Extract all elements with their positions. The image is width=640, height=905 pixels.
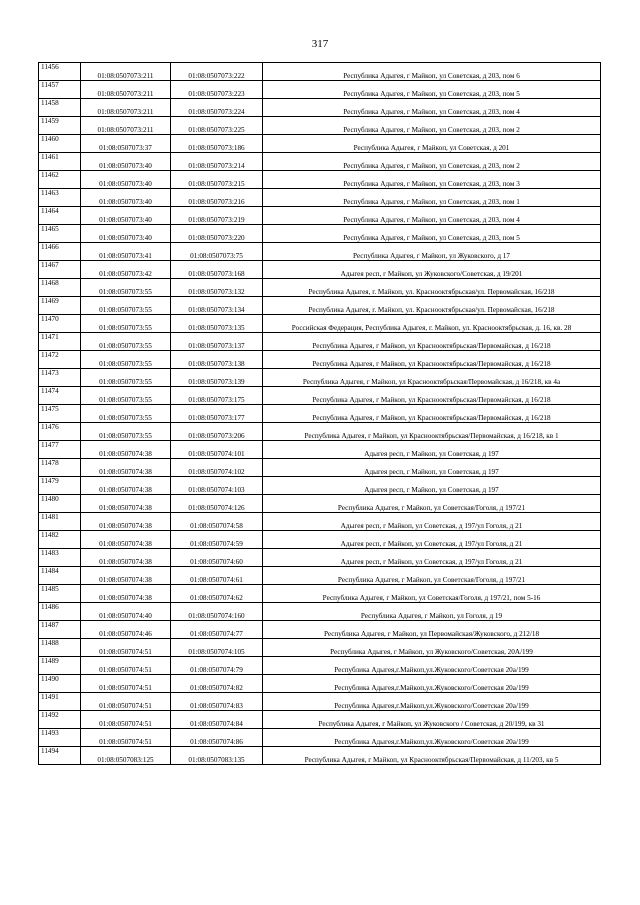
- row-number-cell: 11488: [39, 639, 81, 657]
- row-number-cell: 11490: [39, 675, 81, 693]
- cadastral-number-cell: 01:08:0507073:206: [171, 423, 263, 441]
- address-cell: Республика Адыгея, г Майкоп, ул Советская/Гоголя, д 197/21, пом 5-16: [263, 585, 601, 603]
- parent-cadastral-number-cell: 01:08:0507074:51: [81, 711, 171, 729]
- parent-cadastral-number-cell: 01:08:0507073:37: [81, 135, 171, 153]
- table-row: [39, 315, 601, 333]
- address-cell: Республика Адыгея,г.Майкоп,ул.Жуковского/Советская 20а/199: [263, 675, 601, 693]
- address-cell: Республика Адыгея, г Майкоп, ул Краснооктябрьская/Первомайская, д 16/218: [263, 351, 601, 369]
- row-number-cell: 11460: [39, 135, 81, 153]
- cadastral-number-cell: 01:08:0507073:216: [171, 189, 263, 207]
- cadastral-number-cell: 01:08:0507073:220: [171, 225, 263, 243]
- cadastral-number-cell: 01:08:0507073:186: [171, 135, 263, 153]
- address-cell: Республика Адыгея,г.Майкоп,ул.Жуковского/Советская 20а/199: [263, 657, 601, 675]
- address-cell: Республика Адыгея, г Майкоп, ул Советская, д 203, пом 2: [263, 117, 601, 135]
- parent-cadastral-number-cell: 01:08:0507073:211: [81, 117, 171, 135]
- parent-cadastral-number-cell: 01:08:0507073:211: [81, 99, 171, 117]
- cadastral-number-cell: 01:08:0507073:137: [171, 333, 263, 351]
- row-number-cell: 11487: [39, 621, 81, 639]
- row-number-cell: 11479: [39, 477, 81, 495]
- table-row: [39, 477, 601, 495]
- table-row: [39, 135, 601, 153]
- table-row: [39, 657, 601, 675]
- parent-cadastral-number-cell: 01:08:0507073:55: [81, 423, 171, 441]
- row-number-cell: 11482: [39, 531, 81, 549]
- row-number-cell: 11494: [39, 747, 81, 765]
- address-cell: Адыгея респ, г Майкоп, ул Советская, д 197: [263, 477, 601, 495]
- cadastral-number-cell: 01:08:0507073:223: [171, 81, 263, 99]
- parent-cadastral-number-cell: 01:08:0507073:40: [81, 171, 171, 189]
- parent-cadastral-number-cell: 01:08:0507074:40: [81, 603, 171, 621]
- address-cell: Республика Адыгея, г Майкоп, ул Краснооктябрьская/Первомайская, д 16/218: [263, 405, 601, 423]
- table-row: [39, 711, 601, 729]
- parent-cadastral-number-cell: 01:08:0507073:55: [81, 387, 171, 405]
- table-row: [39, 495, 601, 513]
- parent-cadastral-number-cell: 01:08:0507073:211: [81, 81, 171, 99]
- address-cell: Республика Адыгея, г Майкоп, ул Первомайская/Жуковского, д 212/18: [263, 621, 601, 639]
- address-cell: Республика Адыгея, г Майкоп, ул Советская, д 203, пом 1: [263, 189, 601, 207]
- cadastral-number-cell: 01:08:0507074:58: [171, 513, 263, 531]
- cadastral-number-cell: 01:08:0507074:82: [171, 675, 263, 693]
- table-row: [39, 387, 601, 405]
- row-number-cell: 11472: [39, 351, 81, 369]
- parent-cadastral-number-cell: 01:08:0507074:51: [81, 729, 171, 747]
- address-cell: Республика Адыгея, г Майкоп, ул Советская, д 203, пом 4: [263, 207, 601, 225]
- cadastral-number-cell: 01:08:0507073:222: [171, 63, 263, 81]
- parent-cadastral-number-cell: 01:08:0507073:55: [81, 333, 171, 351]
- table-row: [39, 261, 601, 279]
- cadastral-number-cell: 01:08:0507074:105: [171, 639, 263, 657]
- table-row: [39, 351, 601, 369]
- parent-cadastral-number-cell: 01:08:0507073:211: [81, 63, 171, 81]
- address-cell: Республика Адыгея,г.Майкоп,ул.Жуковского/Советская 20а/199: [263, 693, 601, 711]
- cadastral-number-cell: 01:08:0507073:75: [171, 243, 263, 261]
- parent-cadastral-number-cell: 01:08:0507074:38: [81, 495, 171, 513]
- table-row: [39, 441, 601, 459]
- table-row: [39, 693, 601, 711]
- parent-cadastral-number-cell: 01:08:0507073:55: [81, 405, 171, 423]
- parent-cadastral-number-cell: 01:08:0507074:38: [81, 585, 171, 603]
- row-number-cell: 11481: [39, 513, 81, 531]
- address-cell: Адыгея респ, г Майкоп, ул Советская, д 197: [263, 459, 601, 477]
- row-number-cell: 11462: [39, 171, 81, 189]
- address-cell: Республика Адыгея, г Майкоп, ул Жуковского/Советская, 20А/199: [263, 639, 601, 657]
- table-row: [39, 333, 601, 351]
- address-cell: Республика Адыгея, г Майкоп, ул Краснооктябрьская/Первомайская, д 16/218: [263, 333, 601, 351]
- address-cell: Адыгея респ, г Майкоп, ул Советская, д 197/ул Гоголя, д 21: [263, 513, 601, 531]
- row-number-cell: 11474: [39, 387, 81, 405]
- cadastral-number-cell: 01:08:0507073:168: [171, 261, 263, 279]
- address-cell: Республика Адыгея, г Майкоп, ул Советская, д 203, пом 5: [263, 81, 601, 99]
- table-row: [39, 279, 601, 297]
- row-number-cell: 11456: [39, 63, 81, 81]
- table-row: [39, 171, 601, 189]
- parent-cadastral-number-cell: 01:08:0507073:42: [81, 261, 171, 279]
- row-number-cell: 11465: [39, 225, 81, 243]
- table-row: [39, 639, 601, 657]
- table-row: [39, 747, 601, 765]
- cadastral-number-cell: 01:08:0507073:138: [171, 351, 263, 369]
- row-number-cell: 11469: [39, 297, 81, 315]
- parent-cadastral-number-cell: 01:08:0507074:38: [81, 567, 171, 585]
- table-row: [39, 549, 601, 567]
- address-cell: Республика Адыгея, г Майкоп, ул Советская, д 201: [263, 135, 601, 153]
- address-cell: Республика Адыгея, г Майкоп, ул Советская, д 203, пом 6: [263, 63, 601, 81]
- parent-cadastral-number-cell: 01:08:0507083:125: [81, 747, 171, 765]
- row-number-cell: 11457: [39, 81, 81, 99]
- table-row: [39, 423, 601, 441]
- cadastral-number-cell: 01:08:0507083:135: [171, 747, 263, 765]
- row-number-cell: 11492: [39, 711, 81, 729]
- parent-cadastral-number-cell: 01:08:0507073:40: [81, 189, 171, 207]
- row-number-cell: 11477: [39, 441, 81, 459]
- table-row: [39, 675, 601, 693]
- table-row: [39, 99, 601, 117]
- address-cell: Республика Адыгея, г Майкоп, ул Советская, д 203, пом 5: [263, 225, 601, 243]
- parent-cadastral-number-cell: 01:08:0507074:51: [81, 693, 171, 711]
- row-number-cell: 11471: [39, 333, 81, 351]
- cadastral-number-cell: 01:08:0507074:62: [171, 585, 263, 603]
- row-number-cell: 11466: [39, 243, 81, 261]
- cadastral-number-cell: 01:08:0507074:86: [171, 729, 263, 747]
- table-row: [39, 459, 601, 477]
- cadastral-number-cell: 01:08:0507073:139: [171, 369, 263, 387]
- row-number-cell: 11493: [39, 729, 81, 747]
- address-cell: Республика Адыгея, г Майкоп, ул Советская, д 203, пом 3: [263, 171, 601, 189]
- parent-cadastral-number-cell: 01:08:0507074:38: [81, 459, 171, 477]
- row-number-cell: 11461: [39, 153, 81, 171]
- cadastral-number-cell: 01:08:0507073:219: [171, 207, 263, 225]
- address-cell: Республика Адыгея,г.Майкоп,ул.Жуковского/Советская 20а/199: [263, 729, 601, 747]
- cadastral-number-cell: 01:08:0507073:215: [171, 171, 263, 189]
- table-row: [39, 369, 601, 387]
- table-row: [39, 243, 601, 261]
- table-row: [39, 405, 601, 423]
- address-cell: Республика Адыгея, г Майкоп, ул Краснооктябрьская/Первомайская, д 16/218, кв 4а: [263, 369, 601, 387]
- table-row: [39, 621, 601, 639]
- cadastral-number-cell: 01:08:0507073:134: [171, 297, 263, 315]
- table-row: [39, 225, 601, 243]
- table-row: [39, 567, 601, 585]
- address-cell: Республика Адыгея, г Майкоп, ул Краснооктябрьская/Первомайская, д 11/203, кв 5: [263, 747, 601, 765]
- row-number-cell: 11491: [39, 693, 81, 711]
- table-row: [39, 189, 601, 207]
- address-cell: Республика Адыгея, г Майкоп, ул Советская, д 203, пом 2: [263, 153, 601, 171]
- parent-cadastral-number-cell: 01:08:0507074:46: [81, 621, 171, 639]
- row-number-cell: 11475: [39, 405, 81, 423]
- parent-cadastral-number-cell: 01:08:0507073:40: [81, 153, 171, 171]
- cadastral-number-cell: 01:08:0507073:132: [171, 279, 263, 297]
- row-number-cell: 11485: [39, 585, 81, 603]
- parent-cadastral-number-cell: 01:08:0507073:40: [81, 225, 171, 243]
- address-cell: Республика Адыгея, г Майкоп, ул Советская/Гоголя, д 197/21: [263, 495, 601, 513]
- table-row: [39, 117, 601, 135]
- parent-cadastral-number-cell: 01:08:0507073:55: [81, 369, 171, 387]
- cadastral-number-cell: 01:08:0507074:103: [171, 477, 263, 495]
- row-number-cell: 11486: [39, 603, 81, 621]
- table-row: [39, 207, 601, 225]
- parent-cadastral-number-cell: 01:08:0507074:38: [81, 477, 171, 495]
- address-cell: Республика Адыгея, г Майкоп, ул Советская/Гоголя, д 197/21: [263, 567, 601, 585]
- cadastral-number-cell: 01:08:0507074:61: [171, 567, 263, 585]
- parent-cadastral-number-cell: 01:08:0507074:38: [81, 531, 171, 549]
- table-row: [39, 63, 601, 81]
- address-cell: Республика Адыгея, г Майкоп, ул Советская, д 203, пом 4: [263, 99, 601, 117]
- row-number-cell: 11489: [39, 657, 81, 675]
- address-cell: Республика Адыгея, г. Майкоп, ул. Краснооктябрьская/ул. Первомайская, 16/218: [263, 279, 601, 297]
- table-row: [39, 585, 601, 603]
- row-number-cell: 11464: [39, 207, 81, 225]
- table-row: [39, 513, 601, 531]
- parent-cadastral-number-cell: 01:08:0507074:38: [81, 441, 171, 459]
- address-cell: Адыгея респ, г Майкоп, ул Советская, д 197/ул Гоголя, д 21: [263, 549, 601, 567]
- parent-cadastral-number-cell: 01:08:0507073:55: [81, 351, 171, 369]
- cadastral-number-cell: 01:08:0507073:135: [171, 315, 263, 333]
- parent-cadastral-number-cell: 01:08:0507073:55: [81, 279, 171, 297]
- table-row: [39, 531, 601, 549]
- cadastral-number-cell: 01:08:0507074:160: [171, 603, 263, 621]
- cadastral-number-cell: 01:08:0507074:101: [171, 441, 263, 459]
- cadastral-number-cell: 01:08:0507074:84: [171, 711, 263, 729]
- registry-rows: [39, 63, 601, 765]
- row-number-cell: 11459: [39, 117, 81, 135]
- address-cell: Адыгея респ, г Майкоп, ул Советская, д 197/ул Гоголя, д 21: [263, 531, 601, 549]
- row-number-cell: 11470: [39, 315, 81, 333]
- cadastral-number-cell: 01:08:0507074:102: [171, 459, 263, 477]
- parent-cadastral-number-cell: 01:08:0507074:51: [81, 675, 171, 693]
- cadastral-number-cell: 01:08:0507073:224: [171, 99, 263, 117]
- parent-cadastral-number-cell: 01:08:0507074:38: [81, 549, 171, 567]
- table-row: [39, 81, 601, 99]
- address-cell: Адыгея респ, г Майкоп, ул Советская, д 197: [263, 441, 601, 459]
- table-row: [39, 297, 601, 315]
- table-row: [39, 603, 601, 621]
- address-cell: Адыгея респ, г Майкоп, ул Жуковского/Советская, д 19/201: [263, 261, 601, 279]
- parent-cadastral-number-cell: 01:08:0507074:51: [81, 657, 171, 675]
- table-row: [39, 153, 601, 171]
- cadastral-number-cell: 01:08:0507074:79: [171, 657, 263, 675]
- address-cell: Республика Адыгея, г. Майкоп, ул. Краснооктябрьская/ул. Первомайская, 16/218: [263, 297, 601, 315]
- parent-cadastral-number-cell: 01:08:0507073:55: [81, 297, 171, 315]
- cadastral-number-cell: 01:08:0507074:60: [171, 549, 263, 567]
- page-number: 317: [311, 38, 329, 50]
- address-cell: Республика Адыгея, г Майкоп, ул Краснооктябрьская/Первомайская, д 16/218, кв 1: [263, 423, 601, 441]
- row-number-cell: 11483: [39, 549, 81, 567]
- cadastral-number-cell: 01:08:0507074:59: [171, 531, 263, 549]
- address-cell: Республика Адыгея, г Майкоп, ул Гоголя, д 19: [263, 603, 601, 621]
- cadastral-number-cell: 01:08:0507073:177: [171, 405, 263, 423]
- address-cell: Российская Федерация, Республика Адыгея, г. Майкоп, ул. Краснооктябрьская, д. 16, кв. 28: [263, 315, 601, 333]
- row-number-cell: 11484: [39, 567, 81, 585]
- cadastral-number-cell: 01:08:0507073:175: [171, 387, 263, 405]
- address-cell: Республика Адыгея, г Майкоп, ул Краснооктябрьская/Первомайская, д 16/218: [263, 387, 601, 405]
- parent-cadastral-number-cell: 01:08:0507073:41: [81, 243, 171, 261]
- row-number-cell: 11468: [39, 279, 81, 297]
- row-number-cell: 11476: [39, 423, 81, 441]
- row-number-cell: 11467: [39, 261, 81, 279]
- table-row: [39, 729, 601, 747]
- cadastral-number-cell: 01:08:0507073:225: [171, 117, 263, 135]
- cadastral-number-cell: 01:08:0507073:214: [171, 153, 263, 171]
- cadastral-number-cell: 01:08:0507074:77: [171, 621, 263, 639]
- parent-cadastral-number-cell: 01:08:0507073:40: [81, 207, 171, 225]
- cadastral-number-cell: 01:08:0507074:83: [171, 693, 263, 711]
- parent-cadastral-number-cell: 01:08:0507074:51: [81, 639, 171, 657]
- address-cell: Республика Адыгея, г Майкоп, ул Жуковского / Советская, д 20/199, кв 31: [263, 711, 601, 729]
- row-number-cell: 11480: [39, 495, 81, 513]
- registry-table: [38, 62, 601, 765]
- row-number-cell: 11473: [39, 369, 81, 387]
- row-number-cell: 11458: [39, 99, 81, 117]
- cadastral-number-cell: 01:08:0507074:126: [171, 495, 263, 513]
- row-number-cell: 11478: [39, 459, 81, 477]
- parent-cadastral-number-cell: 01:08:0507074:38: [81, 513, 171, 531]
- parent-cadastral-number-cell: 01:08:0507073:55: [81, 315, 171, 333]
- address-cell: Республика Адыгея, г Майкоп, ул Жуковского, д 17: [263, 243, 601, 261]
- row-number-cell: 11463: [39, 189, 81, 207]
